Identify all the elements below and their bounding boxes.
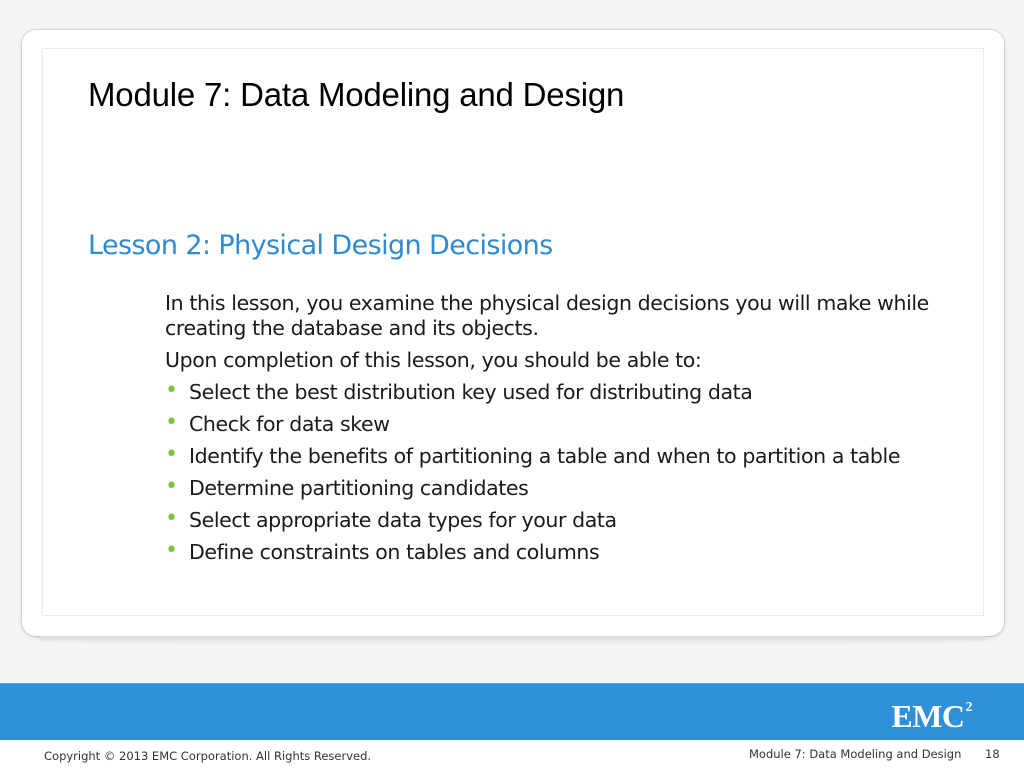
bullet-text: Identify the benefits of partitioning a table and when to partition a table (189, 444, 901, 468)
intro-paragraph: In this lesson, you examine the physical design decisions you will make while creating the database and its objects. (165, 291, 929, 340)
logo-superscript: 2 (965, 700, 972, 716)
objectives-list (165, 380, 955, 565)
list-item (165, 540, 955, 565)
objectives-lead: Upon completion of this lesson, you should be able to: (165, 348, 702, 372)
bullet-icon: • (165, 410, 178, 435)
bullet-text: Determine partitioning candidates (189, 476, 529, 500)
card-shadow (40, 636, 986, 646)
bullet-text: Select appropriate data types for your data (189, 508, 617, 532)
copyright-text: Copyright © 2013 EMC Corporation. All Rights Reserved. (44, 749, 372, 763)
list-item (165, 508, 955, 533)
bullet-text: Define constraints on tables and columns (189, 540, 600, 564)
slide-body (165, 291, 955, 572)
brand-band (0, 683, 1024, 740)
slide-title: Module 7: Data Modeling and Design (88, 76, 625, 113)
bullet-icon: • (165, 378, 178, 403)
bullet-icon: • (165, 474, 178, 499)
emc-logo (891, 698, 972, 735)
list-item (165, 476, 955, 501)
list-item (165, 380, 955, 405)
bullet-text: Select the best distribution key used for distributing data (189, 380, 753, 404)
list-item (165, 412, 955, 437)
page-number: 18 (985, 747, 1000, 761)
bullet-icon: • (165, 538, 178, 563)
list-item (165, 444, 955, 469)
bullet-icon: • (165, 506, 178, 531)
slide-footer (0, 740, 1024, 768)
bullet-text: Check for data skew (189, 412, 390, 436)
footer-module-label: Module 7: Data Modeling and Design (749, 747, 962, 761)
bullet-icon: • (165, 442, 178, 467)
logo-text: EMC (891, 698, 965, 734)
lesson-subtitle: Lesson 2: Physical Design Decisions (88, 230, 553, 261)
